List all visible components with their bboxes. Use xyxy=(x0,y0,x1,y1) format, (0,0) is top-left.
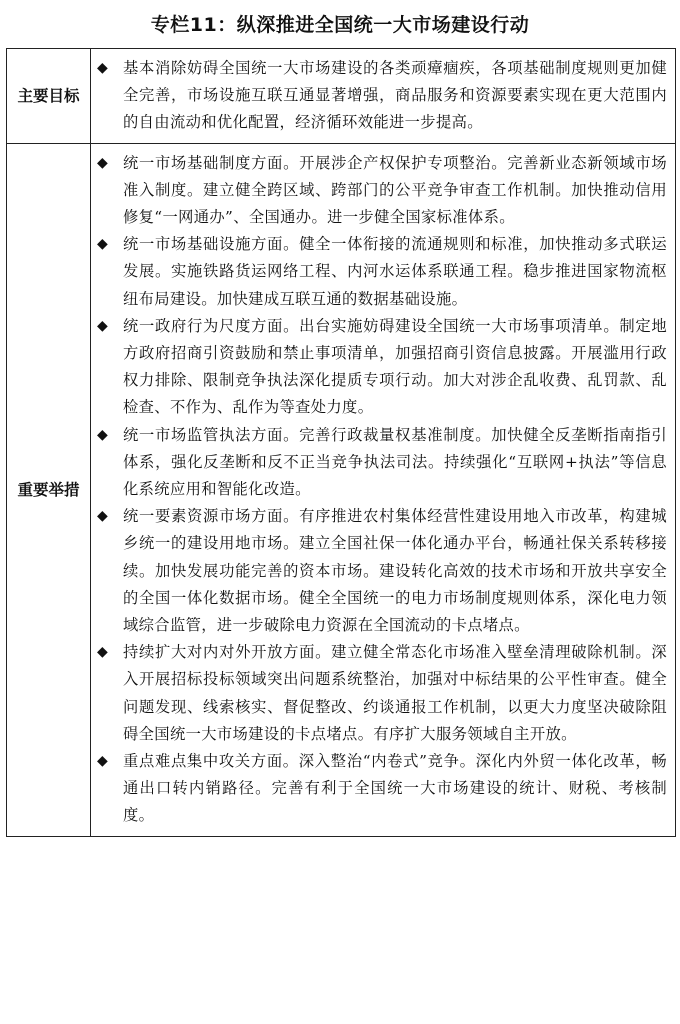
column-title: 专栏11：纵深推进全国统一大市场建设行动 xyxy=(150,14,530,36)
diamond-bullet-icon: ◆ xyxy=(97,644,108,661)
diamond-bullet-icon: ◆ xyxy=(97,317,108,334)
measure-item-text: 重点难点集中攻关方面。深入整治“内卷式”竞争。深化内外贸一体化改革，畅通出口转内销路径。完善有利于全国统一大市场建设的统计、财税、考核制度。 xyxy=(123,752,667,825)
measure-item-text: 持续扩大对内对外开放方面。建立健全常态化市场准入壁垒清理破除机制。深入开展招标投标领域突出问题系统整治，加强对中标结果的公平性审查。健全问题发现、线索核实、督促整改、约谈通报工作机制，以更大力度坚决破除阻碍全国统一大市场建设的卡点堵点。有序扩大服务领域自主开放。 xyxy=(123,643,667,743)
diamond-bullet-icon: ◆ xyxy=(97,236,108,253)
measure-item-text: 统一政府行为尺度方面。出台实施妨碍建设全国统一大市场事项清单。制定地方政府招商引资鼓励和禁止事项清单，加强招商引资信息披露。开展滥用行政权力排除、限制竞争执法深化提质专项行动。加大对涉企乱收费、乱罚款、乱检查、不作为、乱作为等查处力度。 xyxy=(123,316,667,417)
goals-item xyxy=(97,55,667,137)
measure-item-opening-up xyxy=(97,639,667,748)
diamond-bullet-icon: ◆ xyxy=(97,154,108,171)
diamond-bullet-icon: ◆ xyxy=(97,426,108,443)
measure-item-text: 统一市场基础设施方面。健全一体衔接的流通规则和标准，加快推动多式联运发展。实施铁路货运网络工程、内河水运体系联通工程。稳步推进国家物流枢纽布局建设。加快建成互联互通的数据基础设施。 xyxy=(123,235,667,308)
column-table xyxy=(6,48,676,837)
goals-item-text: 基本消除妨碍全国统一大市场建设的各类顽瘴痼疾，各项基础制度规则更加健全完善，市场设施互联互通显著增强，商品服务和资源要素实现在更大范围内的自由流动和优化配置，经济循环效能进一步提高。 xyxy=(123,59,667,132)
measure-item-text: 统一要素资源市场方面。有序推进农村集体经营性建设用地入市改革，构建城乡统一的建设用地市场。建立全国社保一体化通办平台，畅通社保关系转移接续。加快发展功能完善的资本市场。建设转化高效的技术市场和开放共享安全的全国一体化数据市场。健全全国统一的电力市场制度规则体系，深化电力领域综合监管，进一步破除电力资源在全国流动的卡点堵点。 xyxy=(123,507,667,635)
goals-content xyxy=(91,49,676,144)
measures-label: 重要举措 xyxy=(7,143,91,836)
diamond-bullet-icon: ◆ xyxy=(97,753,108,770)
measures-row xyxy=(7,143,676,836)
measure-item-base-system xyxy=(97,150,667,232)
diamond-bullet-icon: ◆ xyxy=(97,60,108,76)
measure-item-key-difficulties xyxy=(97,748,667,830)
measure-item-market-supervision xyxy=(97,422,667,504)
goals-label: 主要目标 xyxy=(7,49,91,144)
measure-item-text: 统一市场监管执法方面。完善行政裁量权基准制度。加快健全反垄断指南指引体系，强化反垄断和反不正当竞争执法司法。持续强化“互联网+执法”等信息化系统应用和智能化改造。 xyxy=(123,425,667,499)
measures-content xyxy=(91,143,676,836)
diamond-bullet-icon: ◆ xyxy=(97,508,108,525)
measure-item-government-conduct xyxy=(97,313,667,422)
goals-row xyxy=(7,49,676,144)
measure-item-factor-markets xyxy=(97,503,667,639)
measure-item-infrastructure xyxy=(97,231,667,313)
measure-item-text: 统一市场基础制度方面。开展涉企产权保护专项整治。完善新业态新领域市场准入制度。建立健全跨区域、跨部门的公平竞争审查工作机制。加快推动信用修复“一网通办”、全国通办。进一步健全国家标准体系。 xyxy=(123,153,667,227)
